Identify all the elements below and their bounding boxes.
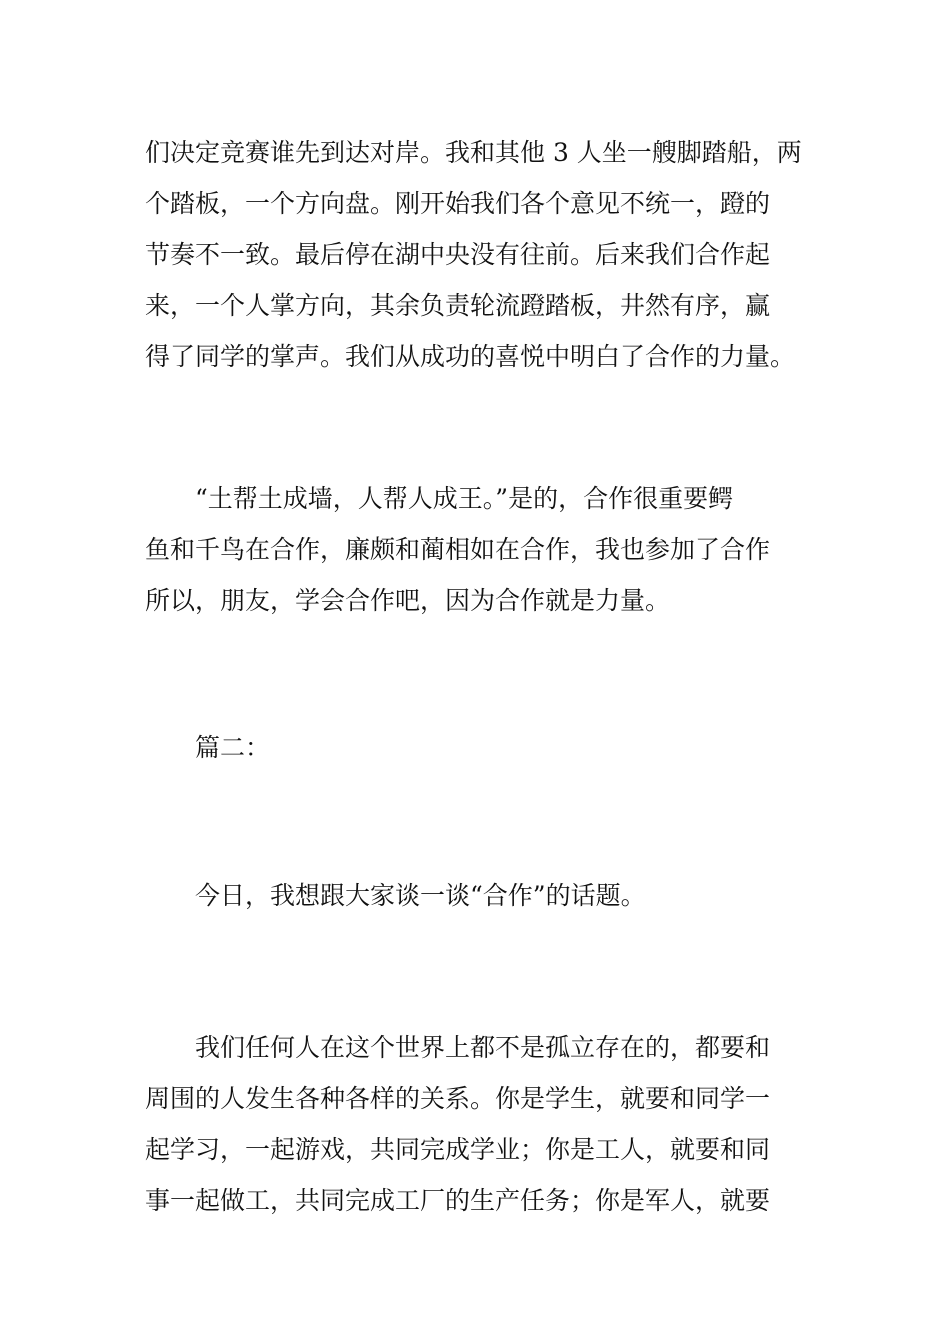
text-line: 起学习，一起游戏，共同完成学业；你是工人，就要和同 [145, 1135, 771, 1164]
text-line: 们决定竞赛谁先到达对岸。我和其他 3 人坐一艘脚踏船，两 [145, 138, 802, 167]
text-line: 事一起做工，共同完成工厂的生产任务；你是军人，就要 [145, 1186, 771, 1215]
text-line: 周围的人发生各种各样的关系。你是学生，就要和同学一 [145, 1084, 771, 1113]
text-line: “土帮土成墙，人帮人成王。”是的，合作很重要鳄 [195, 484, 734, 513]
section-heading: 篇二： [195, 733, 271, 762]
text-line: 节奏不一致。最后停在湖中央没有往前。后来我们合作起 [145, 240, 771, 269]
text-line: 所以，朋友，学会合作吧，因为合作就是力量。 [145, 586, 671, 615]
text-line: 得了同学的掌声。我们从成功的喜悦中明白了合作的力量。 [145, 342, 796, 371]
text-line: 个踏板，一个方向盘。刚开始我们各个意见不统一，蹬的 [145, 189, 771, 218]
text-line: 来，一个人掌方向，其余负责轮流蹬踏板，井然有序，赢 [145, 291, 771, 320]
text-line: 鱼和千鸟在合作，廉颇和蔺相如在合作，我也参加了合作 [145, 535, 771, 564]
text-line: 今日，我想跟大家谈一谈“合作”的话题。 [195, 881, 646, 910]
paragraph-2 [145, 473, 807, 626]
text-line: 我们任何人在这个世界上都不是孤立存在的，都要和 [195, 1033, 771, 1062]
paragraph-3 [145, 870, 807, 921]
paragraph-1 [145, 127, 807, 382]
paragraph-4 [145, 1022, 807, 1226]
